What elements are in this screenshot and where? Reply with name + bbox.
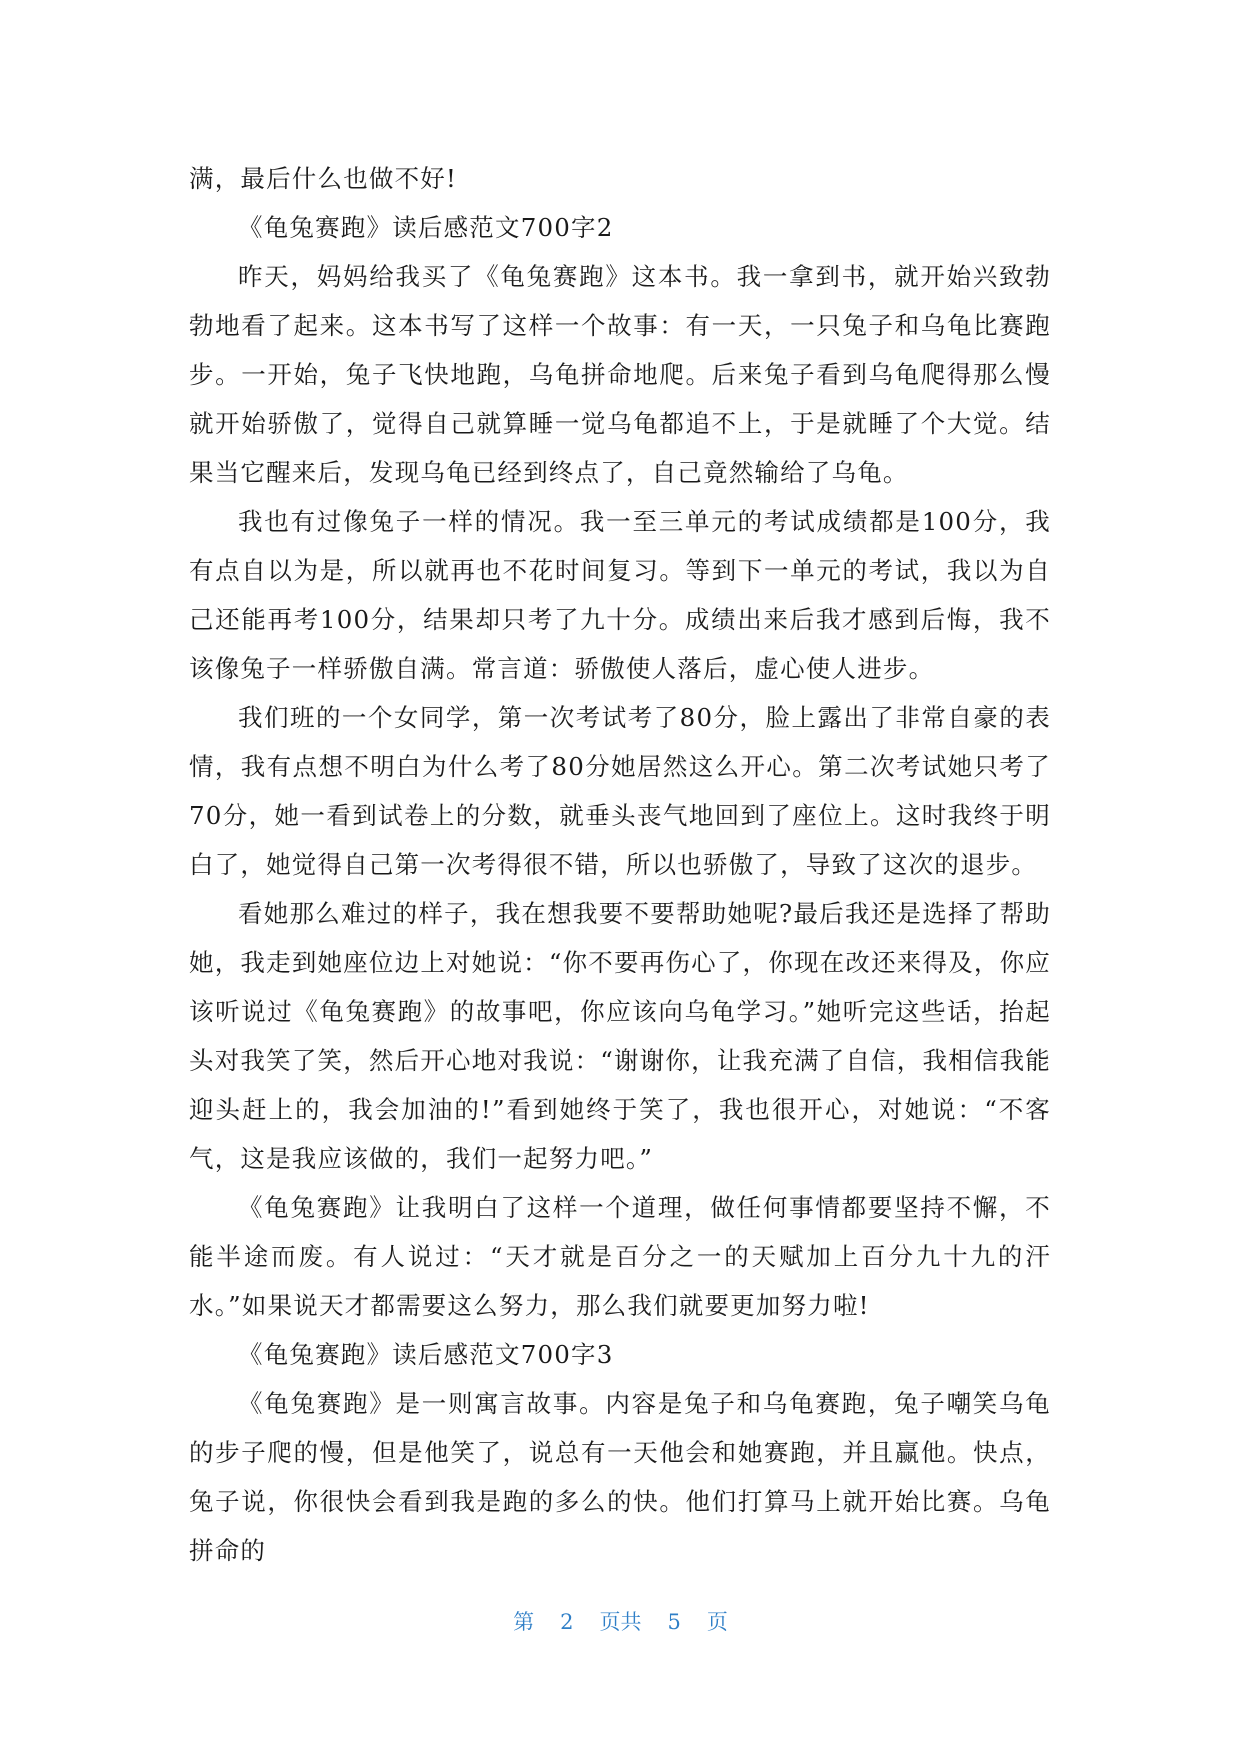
paragraph: 《龟兔赛跑》是一则寓言故事。内容是兔子和乌龟赛跑，兔子嘲笑乌龟的步子爬的慢，但是他笑了，说总有一天他会和她赛跑，并且赢他。快点，兔子说，你很快会看到我是跑的多么的快。他们打算马上就开始比赛。乌龟拼命的: [189, 1389, 1051, 1565]
paragraph: 昨天，妈妈给我买了《龟兔赛跑》这本书。我一拿到书，就开始兴致勃勃地看了起来。这本书写了这样一个故事：有一天，一只兔子和乌龟比赛跑步。一开始，兔子飞快地跑，乌龟拼命地爬。后来兔子看到乌龟爬得那么慢就开始骄傲了，觉得自己就算睡一觉乌龟都追不上，于是就睡了个大觉。结果当它醒来后，发现乌龟已经到终点了，自己竟然输给了乌龟。: [189, 262, 1051, 487]
paragraph: 我也有过像兔子一样的情况。我一至三单元的考试成绩都是100分，我有点自以为是，所以就再也不花时间复习。等到下一单元的考试，我以为自己还能再考100分，结果却只考了九十分。成绩出来后我才感到后悔，我不该像兔子一样骄傲自满。常言道：骄傲使人落后，虚心使人进步。: [189, 507, 1051, 683]
paragraph-continuation: 满，最后什么也做不好!: [189, 164, 458, 193]
footer-label-end: 页: [706, 1610, 728, 1634]
section-heading-3: 《龟兔赛跑》读后感范文700字3: [238, 1340, 614, 1369]
footer-label-of: 页共: [599, 1610, 642, 1634]
footer-label-page: 第: [513, 1610, 535, 1634]
document-body: [189, 154, 1051, 1575]
section-heading-2: 《龟兔赛跑》读后感范文700字2: [238, 213, 614, 242]
footer-current-page: 2: [560, 1610, 574, 1634]
paragraph: 我们班的一个女同学，第一次考试考了80分，脸上露出了非常自豪的表情，我有点想不明白为什么考了80分她居然这么开心。第二次考试她只考了70分，她一看到试卷上的分数，就垂头丧气地回到了座位上。这时我终于明白了，她觉得自己第一次考得很不错，所以也骄傲了，导致了这次的退步。: [189, 703, 1051, 879]
page-footer: [0, 1608, 1241, 1636]
paragraph: 《龟兔赛跑》让我明白了这样一个道理，做任何事情都要坚持不懈，不能半途而废。有人说过：“天才就是百分之一的天赋加上百分九十九的汗水。”如果说天才都需要这么努力，那么我们就要更加努力啦!: [189, 1193, 1051, 1320]
paragraph: 看她那么难过的样子，我在想我要不要帮助她呢?最后我还是选择了帮助她，我走到她座位边上对她说：“你不要再伤心了，你现在改还来得及，你应该听说过《龟兔赛跑》的故事吧，你应该向乌龟学习。”她听完这些话，抬起头对我笑了笑，然后开心地对我说：“谢谢你，让我充满了自信，我相信我能迎头赶上的，我会加油的!”看到她终于笑了，我也很开心，对她说：“不客气，这是我应该做的，我们一起努力吧。”: [189, 899, 1051, 1173]
footer-total-pages: 5: [667, 1610, 681, 1634]
